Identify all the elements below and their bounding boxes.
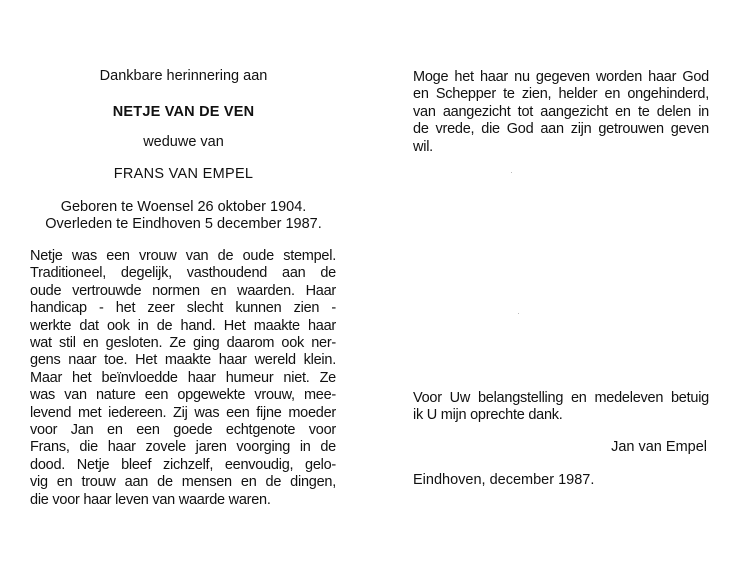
biography-line: wat stil en gesloten. Ze ging daarom ook ner-	[30, 335, 336, 352]
thanks-line: Voor Uw belangstelling en medeleven betuig	[413, 390, 709, 406]
prayer-line: van aangezicht tot aangezicht en te delen in	[413, 103, 709, 120]
biography-line: die voor haar leven van waarde waren.	[30, 491, 271, 508]
death-line: Overleden te Eindhoven 5 december 1987.	[45, 216, 322, 232]
biography	[30, 248, 336, 509]
thanks-line: ik U mijn oprechte dank.	[413, 407, 563, 424]
prayer-text	[413, 69, 709, 156]
signature: Jan van Empel	[611, 439, 707, 455]
deceased-name: NETJE VAN DE VEN	[112, 104, 255, 120]
scan-speck	[511, 172, 512, 173]
scan-speck	[518, 313, 519, 314]
biography-line: Traditioneel, degelijk, vasthoudend aan de	[30, 265, 336, 282]
biography-line: levend met iedereen. Zij was een fijne moeder	[30, 404, 336, 421]
biography-line: handicap - het zeer slecht kunnen zien -	[30, 300, 336, 317]
left-column	[0, 0, 367, 578]
biography-line: werkte dat ook in de hand. Het maakte haar	[30, 317, 336, 334]
place-date: Eindhoven, december 1987.	[413, 472, 595, 488]
prayer-line: Moge het haar nu gegeven worden haar God	[413, 69, 709, 85]
right-column	[367, 0, 735, 578]
biography-line: dood. Netje bleef zichzelf, eenvoudig, gelo-	[30, 456, 336, 473]
biography-line: was van nature een opgewekte vrouw, mee-	[30, 387, 336, 404]
thanks-text	[413, 390, 709, 425]
relation-text: weduwe van	[143, 134, 224, 150]
intro-text: Dankbare herinnering aan	[99, 68, 268, 84]
biography-line: vig en trouw aan de mensen en de dingen,	[30, 474, 336, 491]
prayer-line: wil.	[413, 138, 433, 155]
biography-line: voor Jan en een goede echtgenote voor	[30, 422, 336, 439]
biography-line: gens naar toe. Het maakte haar wereld klein.	[30, 352, 336, 369]
spouse-name: FRANS VAN EMPEL	[113, 166, 254, 182]
biography-line: Frans, die haar zovele jaren voorging in de	[30, 439, 336, 456]
biography-line: Netje was een vrouw van de oude stempel.	[30, 248, 336, 264]
biography-line: oude vertrouwde normen en waarden. Haar	[30, 282, 336, 299]
birth-line: Geboren te Woensel 26 oktober 1904.	[60, 199, 307, 215]
biography-line: Maar het beïnvloedde haar humeur niet. Ze	[30, 369, 336, 386]
prayer-line: de vrede, die God aan zijn getrouwen geven	[413, 121, 709, 138]
prayer-line: en Schepper te zien, helder en ongehinderd,	[413, 86, 709, 103]
